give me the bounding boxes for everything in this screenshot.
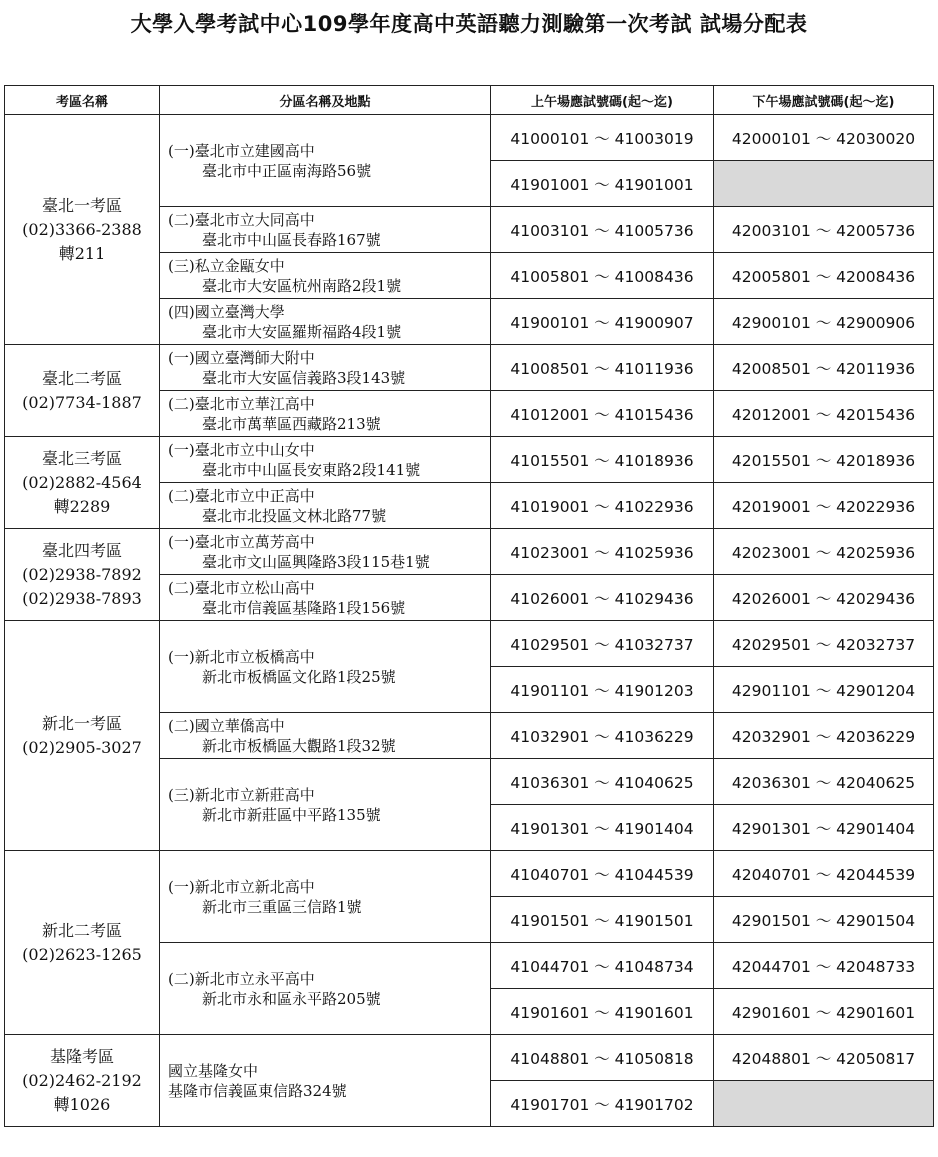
site-title (168, 210, 490, 230)
table-row (5, 1035, 934, 1081)
header-pm-range: 下午場應試號碼(起～迄) (714, 86, 934, 115)
site-name: 臺北市立建國高中 (194, 141, 315, 160)
am-range-cell: 41015501 ～ 41018936 (491, 437, 714, 483)
header-am-range: 上午場應試號碼(起～迄) (491, 86, 714, 115)
am-range-cell: 41901101 ～ 41901203 (491, 667, 714, 713)
site-address: 新北市板橋區大觀路1段32號 (202, 736, 396, 755)
site-number: (三) (168, 256, 195, 275)
site-title (168, 141, 490, 161)
site-name: 國立華僑高中 (194, 716, 285, 735)
district-name: 基隆考區 (49, 1046, 114, 1066)
district-contact: (02)2938-7893 (22, 588, 142, 608)
am-range-cell: 41005801 ～ 41008436 (491, 253, 714, 299)
district-name: 臺北二考區 (41, 368, 122, 388)
pm-range-cell: 42901301 ～ 42901404 (714, 805, 934, 851)
pm-range-cell: 42029501 ～ 42032737 (714, 621, 934, 667)
site-address: 臺北市中正區南海路56號 (202, 161, 372, 180)
table-row (5, 621, 934, 667)
site-title (168, 877, 490, 897)
am-range-cell: 41901601 ～ 41901601 (491, 989, 714, 1035)
table-body (5, 115, 934, 1127)
district-contact: 轉1026 (53, 1094, 111, 1114)
site-title (168, 348, 490, 368)
pm-range-empty-cell (714, 1081, 934, 1127)
district-name: 臺北三考區 (41, 448, 122, 468)
site-name: 私立金甌女中 (194, 256, 285, 275)
table-row (5, 345, 934, 391)
district-contact: (02)7734-1887 (22, 392, 142, 412)
site-address: 臺北市萬華區西藏路213號 (202, 414, 381, 433)
header-district: 考區名稱 (5, 86, 160, 115)
site-title (168, 785, 490, 805)
site-number: (二) (168, 486, 195, 505)
site-cell (160, 391, 491, 437)
site-number: (二) (168, 716, 195, 735)
site-title (168, 302, 490, 322)
site-name: 新北市立新莊高中 (194, 785, 315, 804)
site-title (168, 256, 490, 276)
district-contact: (02)3366-2388 (22, 219, 142, 239)
pm-range-cell: 42036301 ～ 42040625 (714, 759, 934, 805)
site-name: 國立臺灣師大附中 (194, 348, 315, 367)
district-cell (5, 621, 160, 851)
site-cell (160, 529, 491, 575)
site-address: 新北市三重區三信路1號 (202, 897, 362, 916)
pm-range-cell: 42901601 ～ 42901601 (714, 989, 934, 1035)
site-name: 臺北市立華江高中 (194, 394, 315, 413)
pm-range-cell: 42023001 ～ 42025936 (714, 529, 934, 575)
am-range-cell: 41036301 ～ 41040625 (491, 759, 714, 805)
district-name: 新北二考區 (41, 920, 122, 940)
district-contact: (02)2882-4564 (22, 472, 142, 492)
site-address: 臺北市大安區羅斯福路4段1號 (202, 322, 402, 341)
site-number: (二) (168, 578, 195, 597)
am-range-cell: 41901501 ～ 41901501 (491, 897, 714, 943)
table-row (5, 851, 934, 897)
am-range-cell: 41048801 ～ 41050818 (491, 1035, 714, 1081)
am-range-cell: 41003101 ～ 41005736 (491, 207, 714, 253)
site-cell (160, 483, 491, 529)
site-title (168, 440, 490, 460)
page-title: 大學入學考試中心109學年度高中英語聽力測驗第一次考試 試場分配表 (130, 12, 808, 36)
site-number: (四) (168, 302, 195, 321)
site-number: (三) (168, 785, 195, 804)
am-range-cell: 41044701 ～ 41048734 (491, 943, 714, 989)
site-address: 新北市永和區永平路205號 (202, 989, 381, 1008)
am-range-cell: 41019001 ～ 41022936 (491, 483, 714, 529)
table-row (5, 437, 934, 483)
site-name: 新北市立永平高中 (194, 969, 315, 988)
site-title (168, 486, 490, 506)
am-range-cell: 41000101 ～ 41003019 (491, 115, 714, 161)
site-cell (160, 437, 491, 483)
pm-range-empty-cell (714, 161, 934, 207)
am-range-cell: 41008501 ～ 41011936 (491, 345, 714, 391)
pm-range-cell: 42012001 ～ 42015436 (714, 391, 934, 437)
site-cell (160, 621, 491, 713)
pm-range-cell: 42000101 ～ 42030020 (714, 115, 934, 161)
site-number: (一) (168, 532, 195, 551)
pm-range-cell: 42048801 ～ 42050817 (714, 1035, 934, 1081)
table-row (5, 115, 934, 161)
site-address: 基隆市信義區東信路324號 (168, 1081, 347, 1100)
site-address: 臺北市中山區長春路167號 (202, 230, 381, 249)
pm-range-cell: 42901501 ～ 42901504 (714, 897, 934, 943)
site-title (168, 1061, 490, 1081)
pm-range-cell: 42901101 ～ 42901204 (714, 667, 934, 713)
district-cell (5, 851, 160, 1035)
site-cell (160, 1035, 491, 1127)
site-cell (160, 345, 491, 391)
site-address: 臺北市大安區杭州南路2段1號 (202, 276, 402, 295)
district-cell (5, 437, 160, 529)
site-title (168, 578, 490, 598)
pm-range-cell: 42019001 ～ 42022936 (714, 483, 934, 529)
pm-range-cell: 42044701 ～ 42048733 (714, 943, 934, 989)
pm-range-cell: 42003101 ～ 42005736 (714, 207, 934, 253)
site-cell (160, 759, 491, 851)
district-cell (5, 345, 160, 437)
district-cell (5, 529, 160, 621)
allocation-table (4, 85, 934, 1127)
pm-range-cell: 42008501 ～ 42011936 (714, 345, 934, 391)
am-range-cell: 41901001 ～ 41901001 (491, 161, 714, 207)
site-title (168, 394, 490, 414)
site-number: (一) (168, 440, 195, 459)
pm-range-cell: 42032901 ～ 42036229 (714, 713, 934, 759)
district-contact: 轉2289 (53, 496, 111, 516)
pm-range-cell: 42900101 ～ 42900906 (714, 299, 934, 345)
district-cell (5, 1035, 160, 1127)
site-cell (160, 299, 491, 345)
site-name: 臺北市立大同高中 (194, 210, 315, 229)
site-cell (160, 253, 491, 299)
site-title (168, 716, 490, 736)
am-range-cell: 41023001 ～ 41025936 (491, 529, 714, 575)
district-name: 臺北一考區 (41, 195, 122, 215)
site-address: 臺北市信義區基隆路1段156號 (202, 598, 406, 617)
site-address: 新北市新莊區中平路135號 (202, 805, 381, 824)
site-address: 臺北市北投區文林北路77號 (202, 506, 387, 525)
district-contact: (02)2462-2192 (22, 1070, 142, 1090)
site-name: 臺北市立松山高中 (194, 578, 315, 597)
site-address: 臺北市中山區長安東路2段141號 (202, 460, 421, 479)
site-cell (160, 207, 491, 253)
site-title (168, 532, 490, 552)
site-cell (160, 851, 491, 943)
district-contact: (02)2905-3027 (22, 737, 142, 757)
site-cell (160, 713, 491, 759)
site-number: (二) (168, 394, 195, 413)
site-address: 臺北市大安區信義路3段143號 (202, 368, 406, 387)
site-number: (一) (168, 141, 195, 160)
am-range-cell: 41026001 ～ 41029436 (491, 575, 714, 621)
site-title (168, 647, 490, 667)
site-number: (一) (168, 647, 195, 666)
site-cell (160, 943, 491, 1035)
site-name: 國立臺灣大學 (194, 302, 285, 321)
header-site: 分區名稱及地點 (160, 86, 491, 115)
site-number: (二) (168, 969, 195, 988)
site-cell (160, 115, 491, 207)
header-row (5, 86, 934, 115)
site-name: 新北市立板橋高中 (194, 647, 315, 666)
pm-range-cell: 42026001 ～ 42029436 (714, 575, 934, 621)
site-cell (160, 575, 491, 621)
am-range-cell: 41040701 ～ 41044539 (491, 851, 714, 897)
am-range-cell: 41029501 ～ 41032737 (491, 621, 714, 667)
site-number: (一) (168, 348, 195, 367)
table-row (5, 529, 934, 575)
site-title (168, 969, 490, 989)
site-name: 國立基隆女中 (168, 1061, 259, 1080)
am-range-cell: 41901701 ～ 41901702 (491, 1081, 714, 1127)
district-contact: (02)2938-7892 (22, 564, 142, 584)
am-range-cell: 41900101 ～ 41900907 (491, 299, 714, 345)
site-address: 新北市板橋區文化路1段25號 (202, 667, 396, 686)
am-range-cell: 41012001 ～ 41015436 (491, 391, 714, 437)
site-name: 臺北市立中正高中 (194, 486, 315, 505)
site-name: 臺北市立中山女中 (194, 440, 315, 459)
district-cell (5, 115, 160, 345)
district-contact: (02)2623-1265 (22, 944, 142, 964)
am-range-cell: 41032901 ～ 41036229 (491, 713, 714, 759)
am-range-cell: 41901301 ～ 41901404 (491, 805, 714, 851)
site-number: (二) (168, 210, 195, 229)
site-number: (一) (168, 877, 195, 896)
pm-range-cell: 42005801 ～ 42008436 (714, 253, 934, 299)
site-name: 新北市立新北高中 (194, 877, 315, 896)
pm-range-cell: 42015501 ～ 42018936 (714, 437, 934, 483)
district-name: 新北一考區 (41, 713, 122, 733)
pm-range-cell: 42040701 ～ 42044539 (714, 851, 934, 897)
site-name: 臺北市立萬芳高中 (194, 532, 315, 551)
district-name: 臺北四考區 (41, 540, 122, 560)
district-contact: 轉211 (58, 243, 106, 263)
site-address: 臺北市文山區興隆路3段115巷1號 (202, 552, 430, 571)
